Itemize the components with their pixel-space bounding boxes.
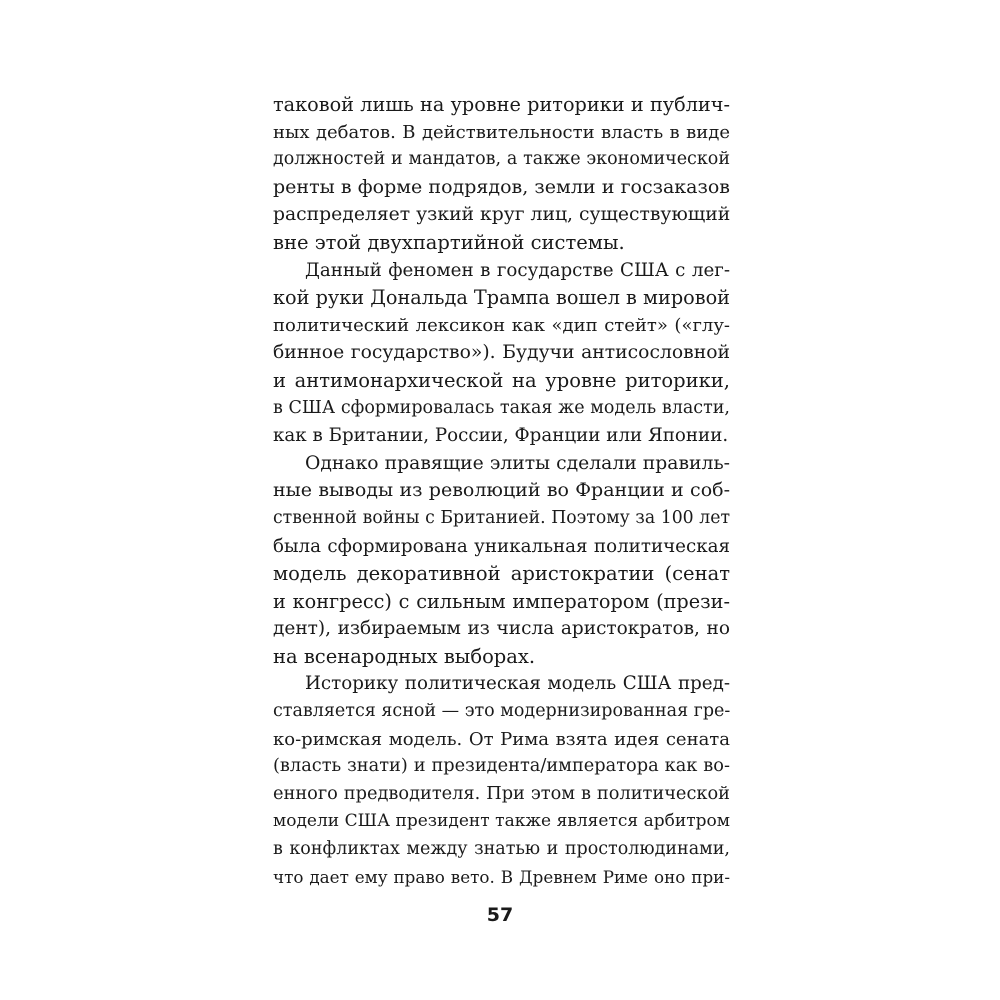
paragraph-2 — [273, 257, 730, 450]
text-line: вне этой двухпартийной системы. — [273, 230, 625, 254]
text-line: кой руки Дональда Трампа вошел в мировой — [273, 286, 730, 310]
text-line: ные выводы из революций во Франции и соб- — [273, 479, 730, 502]
paragraph-3 — [273, 450, 730, 671]
text-line: должностей и мандатов, а также экономической — [273, 149, 730, 170]
text-line: политический лексикон как «дип стейт» («глу- — [273, 314, 730, 336]
text-line: была сформирована уникальная политическая — [273, 535, 730, 557]
text-line: бинное государство»). Будучи антисословной — [273, 342, 730, 364]
body-text — [273, 91, 730, 891]
paragraph-4 — [273, 670, 730, 891]
text-line: дент), избираемым из числа аристократов, но — [273, 618, 730, 640]
text-line: что дает ему право вето. В Древнем Риме оно при- — [273, 866, 730, 887]
paragraph-1 — [273, 91, 730, 257]
text-line: в США сформировалась такая же модель власти, — [273, 397, 730, 418]
text-line: и антимонархической на уровне риторики, — [273, 368, 730, 392]
text-line: енного предводителя. При этом в политической — [273, 783, 730, 804]
text-line: ко-римская модель. От Рима взята идея сената — [273, 728, 730, 750]
text-line: модели США президент также является арбитром — [273, 811, 730, 832]
text-line: в конфликтах между знатью и простолюдинами, — [273, 839, 730, 860]
text-line: ных дебатов. В действительности власть в виде — [273, 121, 730, 143]
text-line: и конгресс) с сильным императором (прези- — [273, 589, 730, 613]
text-line: распределяет узкий круг лиц, существующий — [273, 204, 730, 226]
text-line: как в Британии, России, Франции или Японии. — [273, 425, 729, 447]
text-line: модель декоративной аристократии (сенат — [273, 562, 730, 586]
page-number: 57 — [486, 904, 514, 926]
text-line: Историку политическая модель США пред- — [305, 673, 730, 695]
text-line: таковой лишь на уровне риторики и публич- — [273, 93, 730, 116]
text-line: Данный феномен в государстве США с лег- — [305, 259, 730, 281]
text-line: ственной войны с Британией. Поэтому за 100 лет — [273, 507, 730, 528]
text-line: (власть знати) и президента/императора как во- — [273, 756, 730, 777]
text-line: ренты в форме подрядов, земли и госзаказов — [273, 175, 730, 198]
text-line: Однако правящие элиты сделали правиль- — [305, 452, 730, 474]
text-line: ставляется ясной — это модернизированная гре- — [273, 701, 730, 722]
text-line: на всенародных выборах. — [273, 644, 536, 668]
